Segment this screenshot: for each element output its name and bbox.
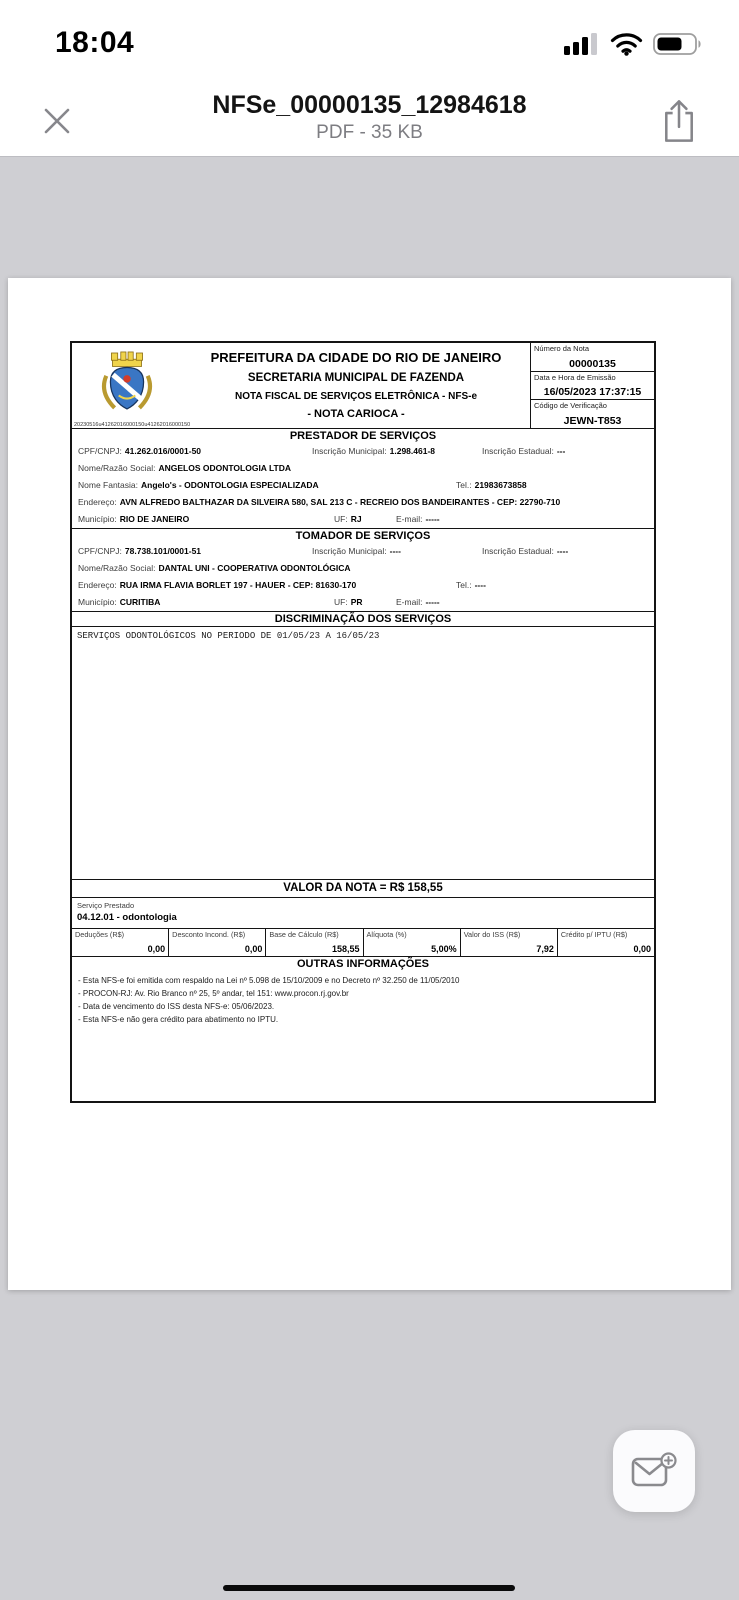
tax-label: Deduções (R$) xyxy=(75,930,125,939)
servico-prestado-label: Serviço Prestado xyxy=(77,901,135,910)
endereco-label: Endereço: xyxy=(78,580,117,590)
tomador-section-title: TOMADOR DE SERVIÇOS xyxy=(72,528,654,543)
razao-label: Nome/Razão Social: xyxy=(78,463,156,473)
verificacao-label: Código de Verificação xyxy=(534,401,607,411)
fantasia-value: Angelo's - ODONTOLOGIA ESPECIALIZADA xyxy=(141,480,319,490)
servico-prestado-value: 04.12.01 - odontologia xyxy=(77,912,177,923)
document-meta: PDF - 35 KB xyxy=(316,122,423,143)
outras-line: - Data de vencimento do ISS desta NFS-e: 05/06/2023. xyxy=(78,1002,275,1011)
tax-value: 0,00 xyxy=(244,944,263,954)
inscricao-estadual-value: ---- xyxy=(556,546,569,556)
invoice xyxy=(70,341,656,1103)
tax-value: 5,00% xyxy=(431,944,457,954)
inscricao-estadual-label: Inscrição Estadual: xyxy=(482,546,554,556)
tel-value: 21983673858 xyxy=(474,480,527,490)
status-bar xyxy=(0,0,739,85)
invoice-header-titles xyxy=(182,343,530,428)
uf-value: PR xyxy=(350,597,363,607)
share-icon xyxy=(661,98,697,144)
tax-label: Valor do ISS (R$) xyxy=(463,930,521,939)
outras-section-title: OUTRAS INFORMAÇÕES xyxy=(297,958,429,970)
prestador-row-fantasia xyxy=(72,477,654,494)
close-button[interactable] xyxy=(38,103,76,141)
nota-carioca-title: - NOTA CARIOCA - xyxy=(307,408,405,420)
cpf-value: 78.738.101/0001-51 xyxy=(124,546,202,556)
discriminacao-text: SERVIÇOS ODONTOLÓGICOS NO PERIODO DE 01/05/23 A 16/05/23 xyxy=(77,631,380,641)
pdf-page xyxy=(8,278,731,1290)
rio-coat-of-arms-icon xyxy=(72,343,182,428)
status-icons xyxy=(564,32,703,56)
razao-value: DANTAL UNI - COOPERATIVA ODONTOLÓGICA xyxy=(158,563,351,573)
cellular-signal-icon xyxy=(564,32,600,56)
tax-value: 0,00 xyxy=(633,944,652,954)
viewer-header xyxy=(0,85,739,157)
numero-value: 00000135 xyxy=(569,357,616,370)
emissao-label: Data e Hora de Emissão xyxy=(534,372,616,382)
home-indicator[interactable] xyxy=(223,1585,515,1591)
endereco-value: RUA IRMA FLAVIA BORLET 197 - HAUER - CEP: 81630-170 xyxy=(119,580,357,590)
outras-informacoes xyxy=(72,971,654,1027)
emissao-value: 16/05/2023 17:37:15 xyxy=(543,386,642,399)
inscricao-estadual-value: --- xyxy=(556,446,566,456)
numero-da-nota xyxy=(531,343,654,372)
tax-cell-aliquota xyxy=(364,929,461,956)
outras-line: - Esta NFS-e foi emitida com respaldo na Lei nº 5.098 de 15/10/2009 e no Decreto nº 32.250 de 11/05/2010 xyxy=(78,976,460,985)
tax-label: Desconto Incond. (R$) xyxy=(172,930,246,939)
outras-line: - PROCON-RJ: Av. Rio Branco nº 25, 5º andar, tel 151: www.procon.rj.gov.br xyxy=(78,989,349,998)
tax-value: 158,55 xyxy=(331,944,360,954)
municipio-label: Município: xyxy=(78,597,117,607)
tax-label: Crédito p/ IPTU (R$) xyxy=(560,930,628,939)
tax-cell-credito-iptu xyxy=(558,929,654,956)
municipio-value: CURITIBA xyxy=(119,597,161,607)
tax-value: 7,92 xyxy=(536,944,554,954)
prestador-row-cpf xyxy=(72,443,654,460)
verificacao-value: JEWN-T853 xyxy=(563,415,622,428)
codigo-verificacao xyxy=(531,400,654,428)
tel-label: Tel.: xyxy=(456,480,472,490)
battery-icon xyxy=(653,32,703,56)
servico-prestado xyxy=(72,898,654,928)
tomador-row-endereco xyxy=(72,577,654,594)
wifi-icon xyxy=(610,32,643,56)
uf-value: RJ xyxy=(350,514,362,524)
nfse-title: NOTA FISCAL DE SERVIÇOS ELETRÔNICA - NFS-e xyxy=(234,391,478,402)
inscricao-municipal-value: ---- xyxy=(389,546,401,556)
prestador-row-endereco xyxy=(72,494,654,511)
cpf-value: 41.262.016/0001-50 xyxy=(124,446,202,456)
valor-da-nota: VALOR DA NOTA = R$ 158,55 xyxy=(72,879,654,898)
document-titles xyxy=(90,91,649,144)
prestador-row-municipio xyxy=(72,511,654,528)
discriminacao-section-title: DISCRIMINAÇÃO DOS SERVIÇOS xyxy=(72,611,654,627)
tax-label: Alíquota (%) xyxy=(366,930,407,939)
tax-value: 0,00 xyxy=(147,944,166,954)
prestador-row-razao xyxy=(72,460,654,477)
share-button[interactable] xyxy=(659,98,699,146)
tel-label: Tel.: xyxy=(456,580,472,590)
tax-label: Base de Cálculo (R$) xyxy=(269,930,339,939)
tax-cell-desconto xyxy=(169,929,266,956)
inscricao-estadual-label: Inscrição Estadual: xyxy=(482,446,554,456)
inscricao-municipal-value: 1.298.461-8 xyxy=(389,446,436,456)
numero-label: Número da Nota xyxy=(534,344,590,353)
invoice-meta-box xyxy=(530,343,654,428)
endereco-label: Endereço: xyxy=(78,497,117,507)
email-value: ----- xyxy=(425,597,440,607)
tomador-row-razao xyxy=(72,560,654,577)
close-icon xyxy=(41,105,73,137)
uf-label: UF: xyxy=(334,597,348,607)
cpf-label: CPF/CNPJ: xyxy=(78,546,122,556)
outras-line: - Esta NFS-e não gera crédito para abatimento no IPTU. xyxy=(78,1015,279,1024)
razao-value: ANGELOS ODONTOLOGIA LTDA xyxy=(158,463,292,473)
status-time: 18:04 xyxy=(55,26,135,59)
inscricao-municipal-label: Inscrição Municipal: xyxy=(312,546,387,556)
cpf-label: CPF/CNPJ: xyxy=(78,446,122,456)
pdf-viewer[interactable] xyxy=(0,157,739,1600)
tomador-row-cpf xyxy=(72,543,654,560)
data-emissao xyxy=(531,372,654,401)
razao-label: Nome/Razão Social: xyxy=(78,563,156,573)
email-value: ----- xyxy=(425,514,440,524)
municipio-value: RIO DE JANEIRO xyxy=(119,514,190,524)
tax-cell-deducoes xyxy=(72,929,169,956)
code-strip: 20230516u41262016000150u41262016000150 xyxy=(74,422,191,428)
email-label: E-mail: xyxy=(396,514,423,524)
tax-cell-base-calculo xyxy=(266,929,363,956)
mail-plus-icon xyxy=(631,1452,677,1490)
fantasia-label: Nome Fantasia: xyxy=(78,480,138,490)
uf-label: UF: xyxy=(334,514,348,524)
endereco-value: AVN ALFREDO BALTHAZAR DA SILVEIRA 580, SAL 213 C - RECREIO DOS BANDEIRANTES - CEP: 22790-710 xyxy=(119,497,561,507)
prestador-section-title: PRESTADOR DE SERVIÇOS xyxy=(289,430,437,442)
tomador-row-municipio xyxy=(72,594,654,611)
document-title: NFSe_00000135_12984618 xyxy=(212,91,527,119)
prefeitura-title: PREFEITURA DA CIDADE DO RIO DE JANEIRO xyxy=(210,350,502,365)
tax-table xyxy=(72,928,654,957)
invoice-blank-space xyxy=(72,1027,654,1101)
email-label: E-mail: xyxy=(396,597,423,607)
tax-cell-valor-iss xyxy=(461,929,558,956)
invoice-header xyxy=(72,343,654,429)
municipio-label: Município: xyxy=(78,514,117,524)
secretaria-title: SECRETARIA MUNICIPAL DE FAZENDA xyxy=(247,372,465,384)
tel-value: ---- xyxy=(474,580,486,590)
compose-email-button[interactable] xyxy=(613,1430,695,1512)
inscricao-municipal-label: Inscrição Municipal: xyxy=(312,446,387,456)
